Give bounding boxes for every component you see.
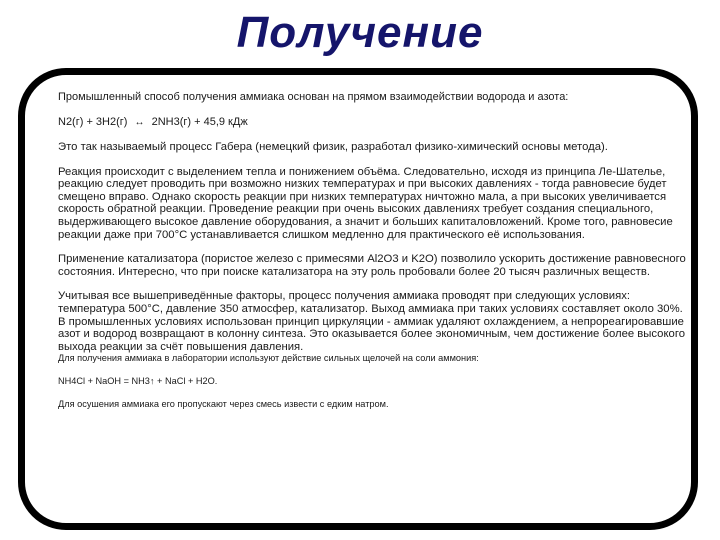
lab-equation: NH4Cl + NaOH = NH3↑ + NaCl + H2O. — [58, 376, 218, 387]
paragraph-intro: Промышленный способ получения аммиака основан на прямом взаимодействии водорода и азота: — [58, 91, 569, 103]
slide-title: Получение — [236, 8, 484, 57]
paragraph-le-chatelier: Реакция происходит с выделением тепла и понижением объёма. Следовательно, исходя из принципа Ле-Шателье, реакцию следует проводить при возможно низких температурах и при высоких давлениях - тогда равновесие будет смещено вправо. Однако скорость реакции при низких температурах ничтожно мала, а при высоких увеличивается скорость обратной реакции. Проведение реакции при очень высоких давлениях требует создания специального, выдерживающего высокое давление оборудования, а значит и больших капиталовложений. Кроме того, равновесие реакции даже при 700°С устанавливается слишком медленно для практического её использования. — [58, 165, 673, 241]
paragraph-haber: Это так называемый процесс Габера (немецкий физик, разработал физико-химический основы метода). — [58, 141, 608, 153]
equation-left: N2(г) + 3H2(г) — [58, 115, 128, 128]
paragraph-conditions: Учитывая все вышеприведённые факторы, процесс получения аммиака проводят при следующих условиях: температура 500°С, давление 350 атмосфер, катализатор. Выход аммиака при таких условиях составляет около 30%. В промышленных условиях использован принцип циркуляции - аммиак удаляют охлаждением, а непрореагировавшие азот и водород возвращают в колонну синтеза. Это оказывается более экономичным, чем достижение более высокого выхода реакции за счёт повышения давления. — [58, 290, 685, 353]
paragraph-lab-method: Для получения аммиака в лаборатории используют действие сильных щелочей на соли аммония: — [58, 353, 479, 364]
reaction-equation — [58, 116, 690, 130]
content-body — [58, 91, 690, 410]
paragraph-drying: Для осушения аммиака его пропускают через смесь извести с едким натром. — [58, 399, 389, 410]
equilibrium-arrow-icon: ↔ — [134, 116, 145, 128]
equation-right: 2NH3(г) + 45,9 кДж — [151, 115, 248, 128]
paragraph-catalyst: Применение катализатора (пористое железо с примесями Al2O3 и K2O) позволило ускорить достижение равновесного состояния. Интересно, что при поиске катализатора на эту роль пробовали более 20 тысяч различных веществ. — [58, 253, 686, 278]
